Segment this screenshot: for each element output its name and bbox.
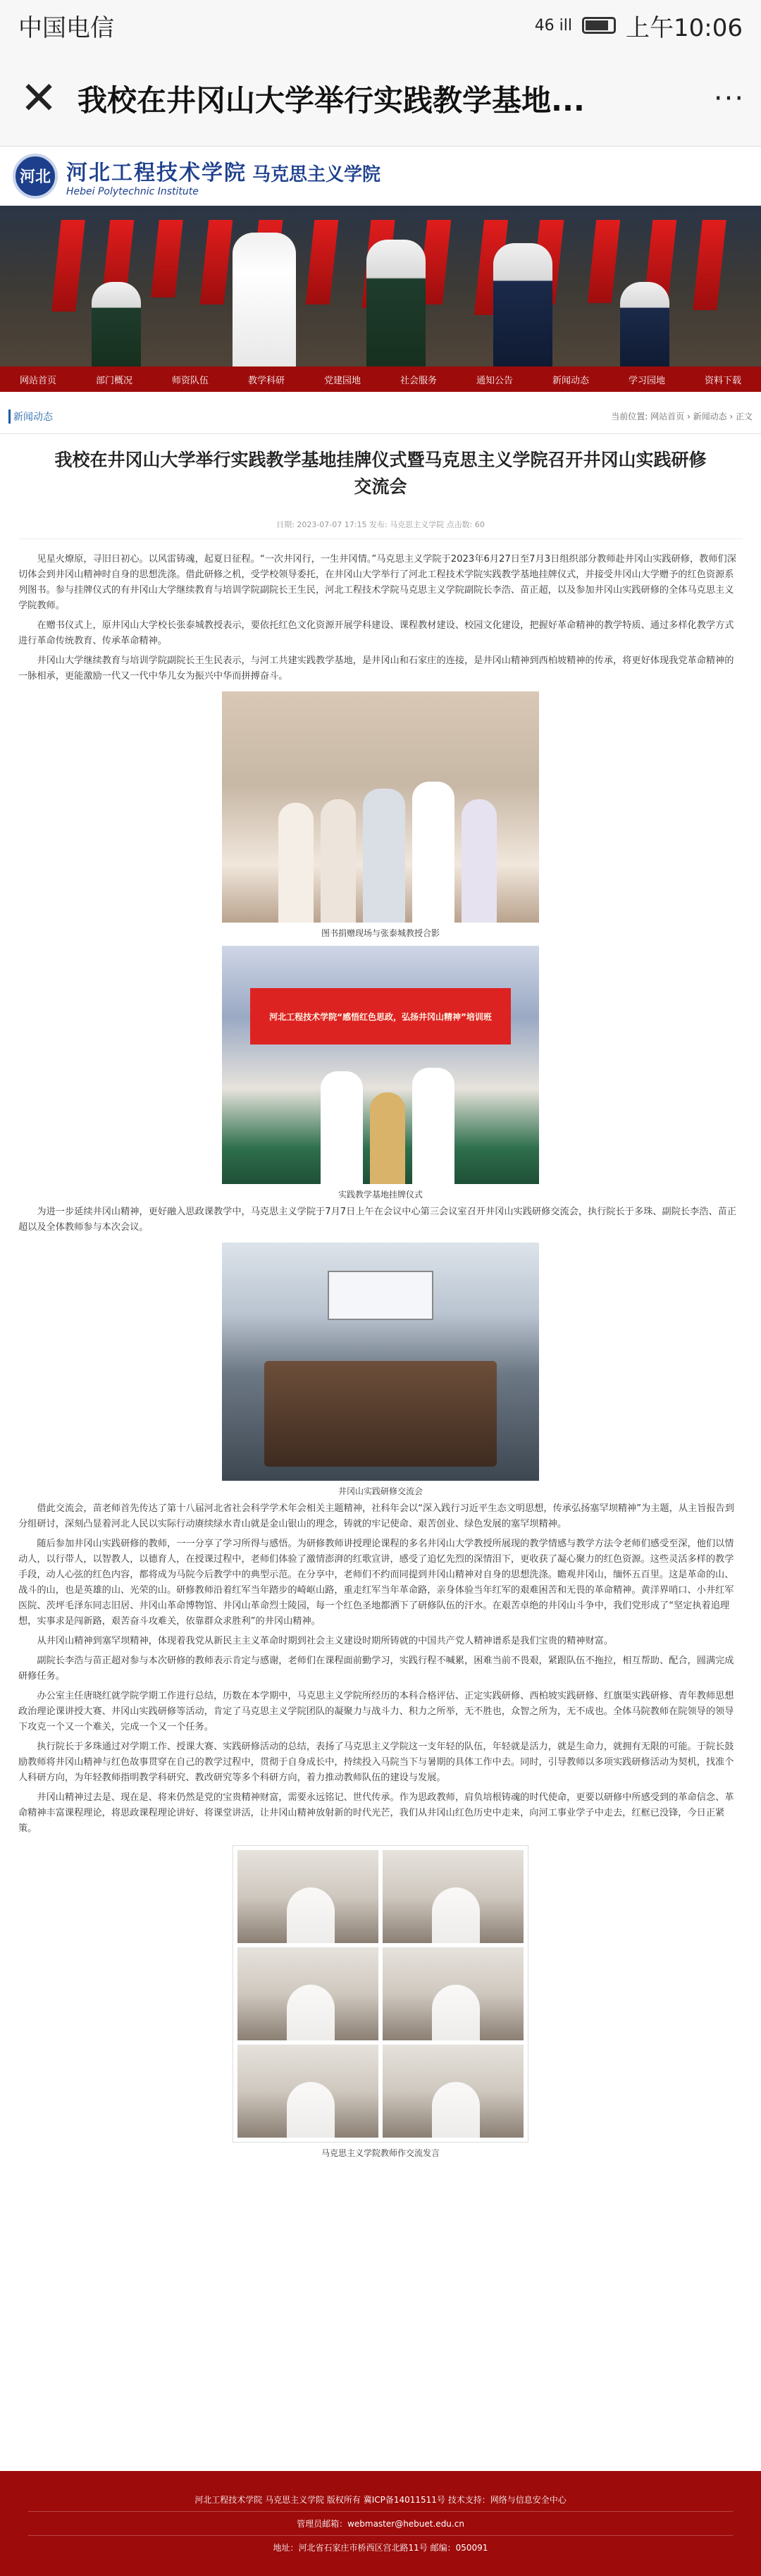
footer-divider (28, 2511, 733, 2512)
photo-plaque-ceremony (222, 946, 539, 1184)
collage-photo (237, 1850, 378, 1943)
department-name: 马克思主义学院 (252, 164, 381, 185)
nav-item-faculty[interactable]: 师资队伍 (171, 375, 209, 386)
section-label[interactable]: 新闻动态 (8, 409, 53, 424)
article-paragraph: 借此交流会，苗老师首先传达了第十八届河北省社会科学学术年会相关主题精神，社科年会以“深入践行习近平生态文明思想，传承弘扬塞罕坝精神”为主题，从主旨报告到分组研讨，深刻凸显着河北人民以实际行动赓续绿水青山就是金山银山的理念，铸就的牢记使命、艰苦创业、绿色发展的塞罕坝精神。 (18, 1503, 734, 1529)
article-paragraph: 见星火燎原，寻旧日初心。以风雷铸魂，起夏日征程。“一次井冈行，一生井冈情。”马克思主义学院于2023年6月27日至7月3日组织部分教师赴井冈山实践研修，教师们深切体会到井冈山精神时自身的思想洗涤。借此研修之机，受学校领导委托，在井冈山大学举行了河北工程技术学院实践教学基地挂牌仪式，并接受井冈山大学赠予的红色资源系列图书。参与挂牌仪式的有井冈山大学继续教育与培训学院副院长王生民，河北工程技术学院马克思主义学院副院长李浩、苗正超，以及参加井冈山实践研修的全体马克思主义学院教师。 (18, 554, 736, 611)
collage-photo (237, 1947, 378, 2040)
footer-email[interactable]: 管理员邮箱：webmaster@hebuet.edu.cn (297, 2519, 464, 2529)
collage-photo (383, 1850, 524, 1943)
nav-item-teaching[interactable]: 教学科研 (247, 375, 285, 386)
article-paragraph: 随后参加井冈山实践研修的教师，一一分享了学习所得与感悟。为研修教师讲授理论课程的多名井冈山大学教授所展现的教学情感与教学方法令老师们感受至深，他们以情动人，以行带人，以智教人，以德育人，在授课过程中，老师们体验了激情澎湃的红歌宣讲，感受了追忆先烈的深情泪下，更收获了凝心聚力的红色资源。这些灵活多样的教学手段，动人心弦的红色内容，都将成为马院今后教学中的典型示范。在分享中，老师们不约而同提到井冈山精神对自身的思想洗涤。瞻观井冈山，缅怀五百里。这是革命的山、战斗的山，也是英雄的山、光荣的山。研修教师沿着红军当年踏步的崎岖山路，重走红军当年革命路，亲身体验当年红军的艰难困苦和无畏的革命精神。黄洋界哨口、小井红军医院、茨坪毛泽东同志旧居、井冈山革命博物馆、井冈山革命烈士陵园，每一个红色圣地都洒下了研修队伍的汗水。在艰苦卓绝的井冈山斗争中，我们党形成了“坚定执着追理想，实事求是闯新路，艰苦奋斗攻难关，依靠群众求胜利”的井冈山精神。 (18, 1539, 734, 1627)
page-title: 我校在井冈山大学举行实践教学基地... (78, 82, 585, 118)
close-icon[interactable]: ✕ (20, 72, 58, 125)
nav-item-home[interactable]: 网站首页 (19, 375, 56, 386)
site-header (0, 147, 761, 206)
photo-exchange-meeting (222, 1243, 539, 1481)
photo-collage (233, 1845, 528, 2143)
nav-item-notices[interactable]: 通知公告 (476, 375, 513, 386)
article-paragraph: 从井冈山精神到塞罕坝精神，体现着我党从新民主主义革命时期到社会主义建设时期所铸就的中国共产党人精神谱系是我们宝贵的精神财富。 (37, 1636, 614, 1646)
nav-item-news[interactable]: 新闻动态 (552, 375, 589, 386)
carrier-label: 中国电信 (18, 13, 114, 42)
nav-item-party[interactable]: 党建园地 (323, 375, 361, 386)
article-paragraph: 在赠书仪式上，原井冈山大学校长张泰城教授表示，要依托红色文化资源开展学科建设、课程教材建设、校园文化建设，把握好革命精神的教学特质、通过多样化教学方式进行革命传统教育、传承革命精神。 (18, 620, 734, 646)
article-paragraph: 办公室主任唐晓红就学院学期工作进行总结，历数在本学期中，马克思主义学院所经历的本科合格评估、正定实践研修、西柏坡实践研修、红旗渠实践研修、青年教师思想政治理论课讲授大赛、井冈山实践研修等活动，肯定了马克思主义学院团队的凝聚力与战斗力、积力之所举，无不胜也，众智之所为，无不成也。全体马院教师在院领导的领导下攻克一个又一个难关，完成一个又一个任务。 (18, 1691, 734, 1732)
status-bar (0, 0, 761, 51)
clock: 上午10:06 (626, 13, 743, 42)
photo-caption: 实践教学基地挂牌仪式 (338, 1190, 423, 1200)
nav-item-downloads[interactable]: 资料下载 (704, 375, 741, 386)
nav-item-study[interactable]: 学习园地 (628, 375, 665, 386)
footer-divider (28, 2535, 733, 2536)
nav-item-overview[interactable]: 部门概况 (95, 375, 132, 386)
photo-caption: 井冈山实践研修交流会 (338, 1486, 423, 1496)
school-brand (66, 155, 380, 197)
signal-icon: 46 ill (534, 16, 573, 35)
battery-icon (582, 17, 616, 34)
photo-caption: 图书捐赠现场与张泰城教授合影 (321, 928, 440, 938)
collage-photo (383, 1947, 524, 2040)
article-paragraph: 井冈山精神过去是、现在是、将来仍然是党的宝贵精神财富，需要永远铭记、世代传承。作为思政教师，肩负培根铸魂的时代使命，更要以研修中所感受到的革命信念、革命精神丰富课程理论，将思政课程理论讲好、将课堂讲活，让井冈山精神放射新的时代光芒，我们从井冈山红色历史中走来，向河工事业学子中走去，红框已没锋，今日正紧策。 (18, 1792, 734, 1834)
photo-caption: 马克思主义学院教师作交流发言 (321, 2148, 440, 2158)
ceremony-banner: 河北工程技术学院“感悟红色思政，弘扬井冈山精神”培训班 (250, 988, 511, 1044)
article-meta: 日期: 2023-07-07 17:15 发布: 马克思主义学院 点击数: 60 (18, 519, 743, 539)
site-footer (0, 2471, 761, 2576)
title-bar (0, 51, 761, 147)
nav-item-service[interactable]: 社会服务 (400, 375, 437, 386)
more-icon[interactable]: ··· (713, 82, 745, 115)
article-paragraph: 为进一步延续井冈山精神，更好融入思政课教学中，马克思主义学院于7月7日上午在会议中心第三会议室召开井冈山实践研修交流会，执行院长于多珠、副院长李浩、苗正超以及全体教师参与本次会议。 (18, 1207, 737, 1233)
footer-address: 地址：河北省石家庄市桥西区宫北路11号 邮编：050091 (273, 2543, 488, 2553)
collage-photo (383, 2045, 524, 2138)
article-title: 我校在井冈山大学举行实践教学基地挂牌仪式暨马克思主义学院召开井冈山实践研修交流会 (54, 450, 707, 497)
article-paragraph: 执行院长于多珠通过对学期工作、授课大赛、实践研修活动的总结，表扬了马克思主义学院这一支年轻的队伍，年轻就是活力，就是生命力，就拥有无限的可能。于院长鼓励教师将井冈山精神与红色故事贯穿在自己的教学过程中，贯彻于自身成长中，持续投入马院当下与暑期的具体工作中去。同时，引导教师以多项实践研修活动为契机，找准个人科研方向，为年轻教师指明教学科研究、教改研究等多个科研方向，着力推动教师队伍的建设与发展。 (18, 1742, 734, 1783)
school-logo[interactable]: 河北 (13, 154, 58, 199)
collage-photo (237, 2045, 378, 2138)
footer-copyright: 河北工程技术学院 马克思主义学院 版权所有 冀ICP备14011511号 技术支持：网络与信息安全中心 (194, 2495, 567, 2505)
breadcrumb-bar (0, 399, 761, 434)
main-nav (0, 366, 761, 392)
school-name: 河北工程技术学院 (66, 160, 247, 185)
breadcrumb[interactable]: 当前位置: 网站首页 › 新闻动态 › 正文 (611, 412, 753, 421)
hero-banner (0, 206, 761, 366)
article-paragraph: 井冈山大学继续教育与培训学院副院长王生民表示，与河工共建实践教学基地，是井冈山和石家庄的连接，是井冈山精神到西柏坡精神的传承，将更好体现我党革命精神的一脉相承，更能激励一代又一代中华儿女为振兴中华而拼搏奋斗。 (18, 655, 734, 682)
article (0, 447, 761, 2159)
article-paragraph: 副院长李浩与苗正超对参与本次研修的教师表示肯定与感谢，老师们在课程面前勤学习，实践行程不喊累，困难当前不畏艰，紧跟队伍不拖拉，相互帮助、配合，圆满完成研修任务。 (18, 1656, 734, 1682)
school-name-en: Hebei Polytechnic Institute (66, 185, 199, 197)
photo-book-donation (222, 691, 539, 923)
